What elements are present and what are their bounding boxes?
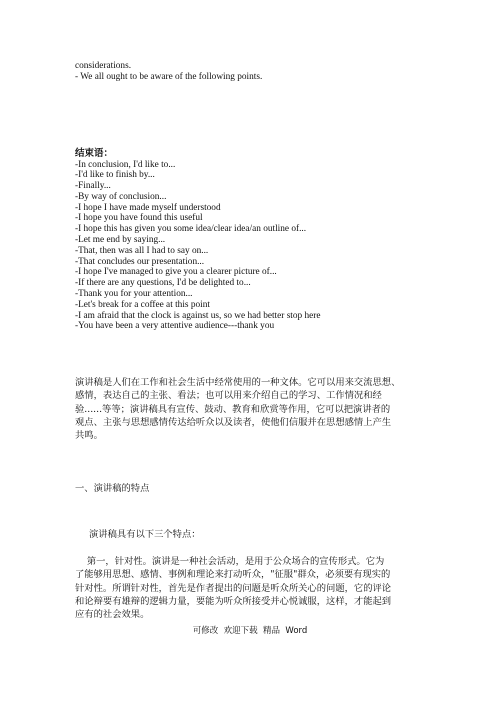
closing-phrase: -If there are any questions, I'd be delighted to... bbox=[75, 278, 251, 289]
intro-paragraph bbox=[75, 376, 435, 442]
closing-phrase-list bbox=[75, 160, 321, 333]
intro-line: 观点、主张与思想感情传达给听众以及读者，使他们信服并在思想感情上产生 bbox=[75, 416, 392, 428]
closing-phrases-block bbox=[75, 148, 321, 332]
closing-phrase: -I'd like to finish by... bbox=[75, 170, 155, 181]
point-one-line: 针对性。所谓针对性，首先是作者提出的问题是听众所关心的问题，它的评论 bbox=[75, 582, 392, 594]
closing-heading: 结束语： bbox=[75, 148, 114, 159]
point-one-paragraph bbox=[75, 555, 435, 621]
closing-phrase: -I hope you have found this useful bbox=[75, 213, 203, 224]
top-line-2: - We all ought to be aware of the following points. bbox=[75, 71, 263, 82]
intro-line: 感情，表达自己的主张、看法；也可以用来介绍自己的学习、工作情况和经 bbox=[75, 390, 382, 402]
point-one-line: 应有的社会效果。 bbox=[75, 609, 150, 621]
closing-phrase: -Let me end by saying... bbox=[75, 235, 166, 246]
feature-lead: 演讲稿具有以下三个特点： bbox=[89, 529, 201, 540]
closing-phrase: -By way of conclusion... bbox=[75, 191, 167, 202]
closing-phrase: -I hope I have made myself understood bbox=[75, 202, 221, 213]
point-one-line: 了能够用思想、感情、事例和理论来打动听众，"征服"群众，必须要有现实的 bbox=[75, 569, 391, 581]
intro-line: 演讲稿是人们在工作和社会生活中经常使用的一种文体。它可以用来交流思想、 bbox=[75, 377, 401, 388]
closing-phrase: -In conclusion, I'd like to... bbox=[75, 159, 176, 170]
closing-phrase: -You have been a very attentive audience---thank you bbox=[75, 321, 275, 332]
closing-phrase: -I am afraid that the clock is against us, so we had better stop here bbox=[75, 310, 321, 321]
page-footer: 可修改 欢迎下载 精品 Word bbox=[192, 626, 308, 636]
point-one-line: 第一，针对性。演讲是一种社会活动，是用于公众场合的宣传形式。它为 bbox=[75, 556, 385, 567]
intro-line: 验......等等；演讲稿具有宣传、鼓动、教育和欣赏等作用，它可以把演讲者的 bbox=[75, 403, 391, 415]
closing-phrase: -Finally... bbox=[75, 181, 111, 192]
closing-phrase: -Thank you for your attention... bbox=[75, 289, 193, 300]
intro-line: 共鸣。 bbox=[75, 430, 103, 442]
top-line-1: considerations. bbox=[75, 61, 132, 71]
section-title: 一、演讲稿的特点 bbox=[75, 483, 150, 494]
closing-phrase: -I hope this has given you some idea/clear idea/an outline of... bbox=[75, 224, 307, 235]
top-text-block bbox=[75, 61, 262, 83]
closing-phrase: -That concludes our presentation... bbox=[75, 256, 205, 267]
closing-phrase: -I hope I've managed to give you a clearer picture of... bbox=[75, 267, 277, 278]
closing-phrase: -Let's break for a coffee at this point bbox=[75, 299, 210, 310]
point-one-line: 和论辩要有雄辩的逻辑力量，要能为听众所接受并心悦诚服，这样，才能起到 bbox=[75, 595, 392, 607]
closing-phrase: -That, then was all I had to say on... bbox=[75, 245, 209, 256]
